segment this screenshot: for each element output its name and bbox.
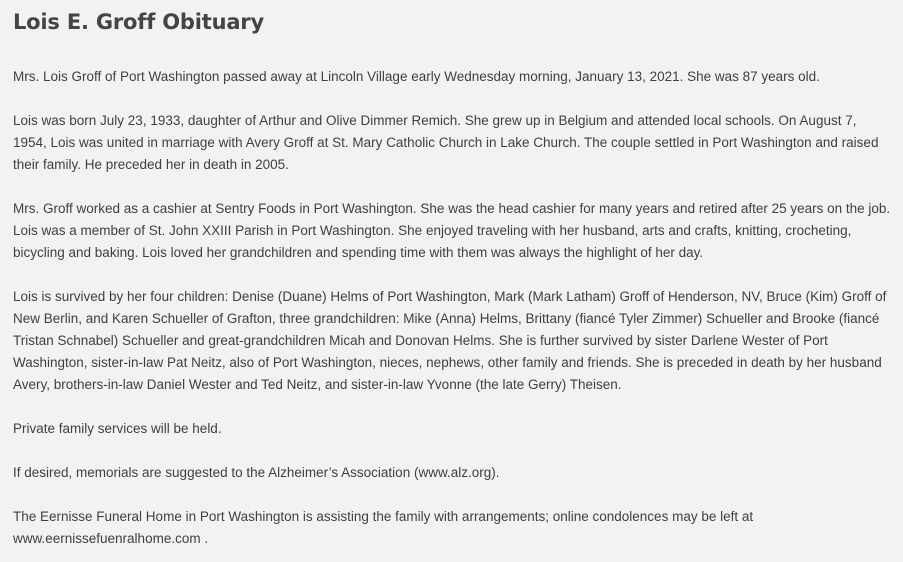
paragraph-memorials: If desired, memorials are suggested to the Alzheimer’s Association (www.alz.org).: [13, 465, 500, 480]
obituary-article: [13, 6, 893, 550]
paragraph-funeral-home: The Eernisse Funeral Home in Port Washington is assisting the family with arrangements; online condolences may be left at www.eernissefuenralhome.com .: [13, 509, 754, 546]
paragraph-career: Mrs. Groff worked as a cashier at Sentry Foods in Port Washington. She was the head cashier for many years and retired after 25 years on the job. Lois was a member of St. John XXIII Parish in Port Washington. She enjoyed traveling with her husband, arts and crafts, knitting, crocheting, bicycling and baking. Lois loved her grandchildren and spending time with them was always the highlight of her day.: [13, 201, 891, 260]
paragraph-services: Private family services will be held.: [13, 421, 222, 436]
paragraph-early-life: Lois was born July 23, 1933, daughter of Arthur and Olive Dimmer Remich. She grew up in Belgium and attended local schools. On August 7, 1954, Lois was united in marriage with Avery Groff at St. Mary Catholic Church in Lake Church. The couple settled in Port Washington and raised their family. He preceded her in death in 2005.: [13, 113, 879, 172]
page-title: Lois E. Groff Obituary: [13, 10, 264, 34]
paragraph-survivors: Lois is survived by her four children: Denise (Duane) Helms of Port Washington, Mark (Mark Latham) Groff of Henderson, NV, Bruce (Kim) Groff of New Berlin, and Karen Schueller of Grafton, three grandchildren: Mike (Anna) Helms, Brittany (fiancé Tyler Zimmer) Schueller and Brooke (fiancé Tristan Schnabel) Schueller and great-grandchildren Micah and Donovan Helms. She is further survived by sister Darlene Wester of Port Washington, sister-in-law Pat Neitz, also of Port Washington, nieces, nephews, other family and friends. She is preceded in death by her husband Avery, brothers-in-law Daniel Wester and Ted Neitz, and sister-in-law Yvonne (the late Gerry) Theisen.: [13, 289, 887, 392]
paragraph-death-notice: Mrs. Lois Groff of Port Washington passed away at Lincoln Village early Wednesday morning, January 13, 2021. She was 87 years old.: [13, 69, 820, 84]
